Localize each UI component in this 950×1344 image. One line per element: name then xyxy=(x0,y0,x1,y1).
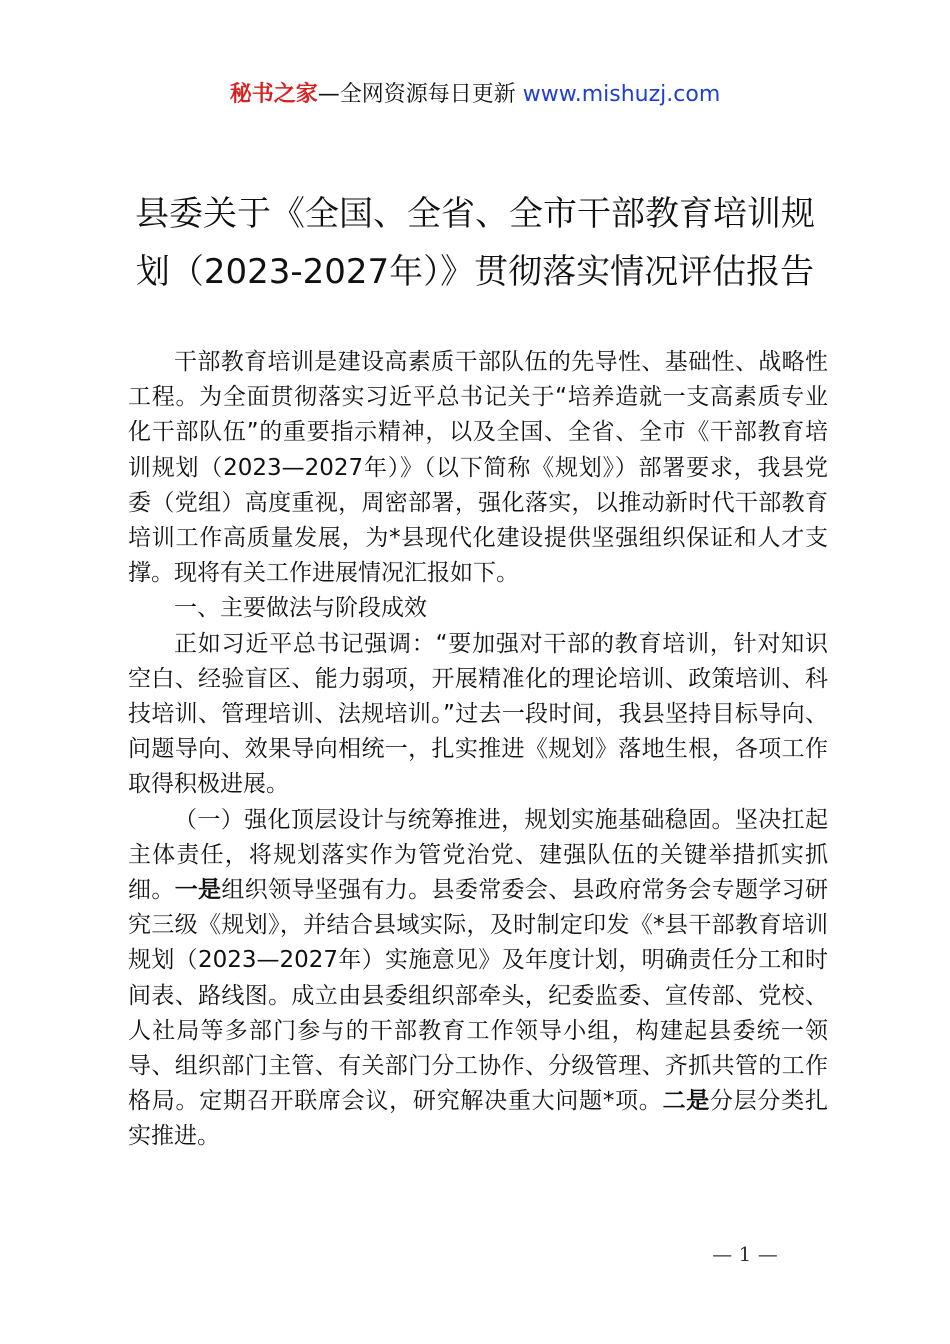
site-header xyxy=(0,80,950,110)
document-title xyxy=(110,185,840,301)
subsection-text-b: 组织领导坚强有力。县委常委会、县政府常务会专题学习研究三级《规划》，并结合县域实际，及时制定印发《*县干部教育培训规划（2023—2027年）实施意见》及年度计划，明确责任分工和时间表、路线图。成立由县委组织部牵头，纪委监委、宣传部、党校、人社局等多部门参与的干部教育工作领导小组，构建起县委统一领导、组织部门主管、有关部门分工协作、分级管理、齐抓共管的工作格局。定期召开联席会议，研究解决重大问题*项。 xyxy=(128,877,829,1115)
subsection-text-a: （一）强化顶层设计与统筹推进，规划实施基础稳固。坚决扛起主体责任，将规划落实作为管党治党、建强队伍的关键举措抓实抓细。 xyxy=(128,806,828,904)
site-url[interactable]: www.mishuzj.com xyxy=(522,82,721,107)
brand-name: 秘书之家 xyxy=(229,82,318,107)
title-line-1: 县委关于《全国、全省、全市干部教育培训规 xyxy=(135,194,815,234)
subsection-text-c: 分层分类扎实推进。 xyxy=(128,1088,829,1150)
second-point-marker: 二是 xyxy=(662,1088,711,1115)
header-tagline: —全网资源每日更新 xyxy=(317,82,523,107)
section-heading: 一、主要做法与阶段成效 xyxy=(174,595,427,622)
page-number: — 1 — xyxy=(712,1242,778,1266)
first-point-marker: 一是 xyxy=(174,877,222,904)
quote-paragraph: 正如习近平总书记强调：“要加强对干部的教育培训，针对知识空白、经验盲区、能力弱项，开展精准化的理论培训、政策培训、科技培训、管理培训、法规培训。”过去一段时间，我县坚持目标导向、问题导向、效果导向相统一，扎实推进《规划》落地生根，各项工作取得积极进展。 xyxy=(128,630,828,798)
document-body xyxy=(128,345,828,1155)
title-line-2: 划（2023-2027年）》贯彻落实情况评估报告 xyxy=(135,252,815,292)
subsection-paragraph xyxy=(128,803,828,1155)
intro-paragraph: 干部教育培训是建设高素质干部队伍的先导性、基础性、战略性工程。为全面贯彻落实习近平总书记关于“培养造就一支高素质专业化干部队伍”的重要指示精神，以及全国、全省、全市《干部教育培训规划（2023—2027年）》（以下简称《规划》）部署要求，我县党委（党组）高度重视，周密部署，强化落实，以推动新时代干部教育培训工作高质量发展，为*县现代化建设提供坚强组织保证和人才支撑。现将有关工作进展情况汇报如下。 xyxy=(128,349,828,587)
